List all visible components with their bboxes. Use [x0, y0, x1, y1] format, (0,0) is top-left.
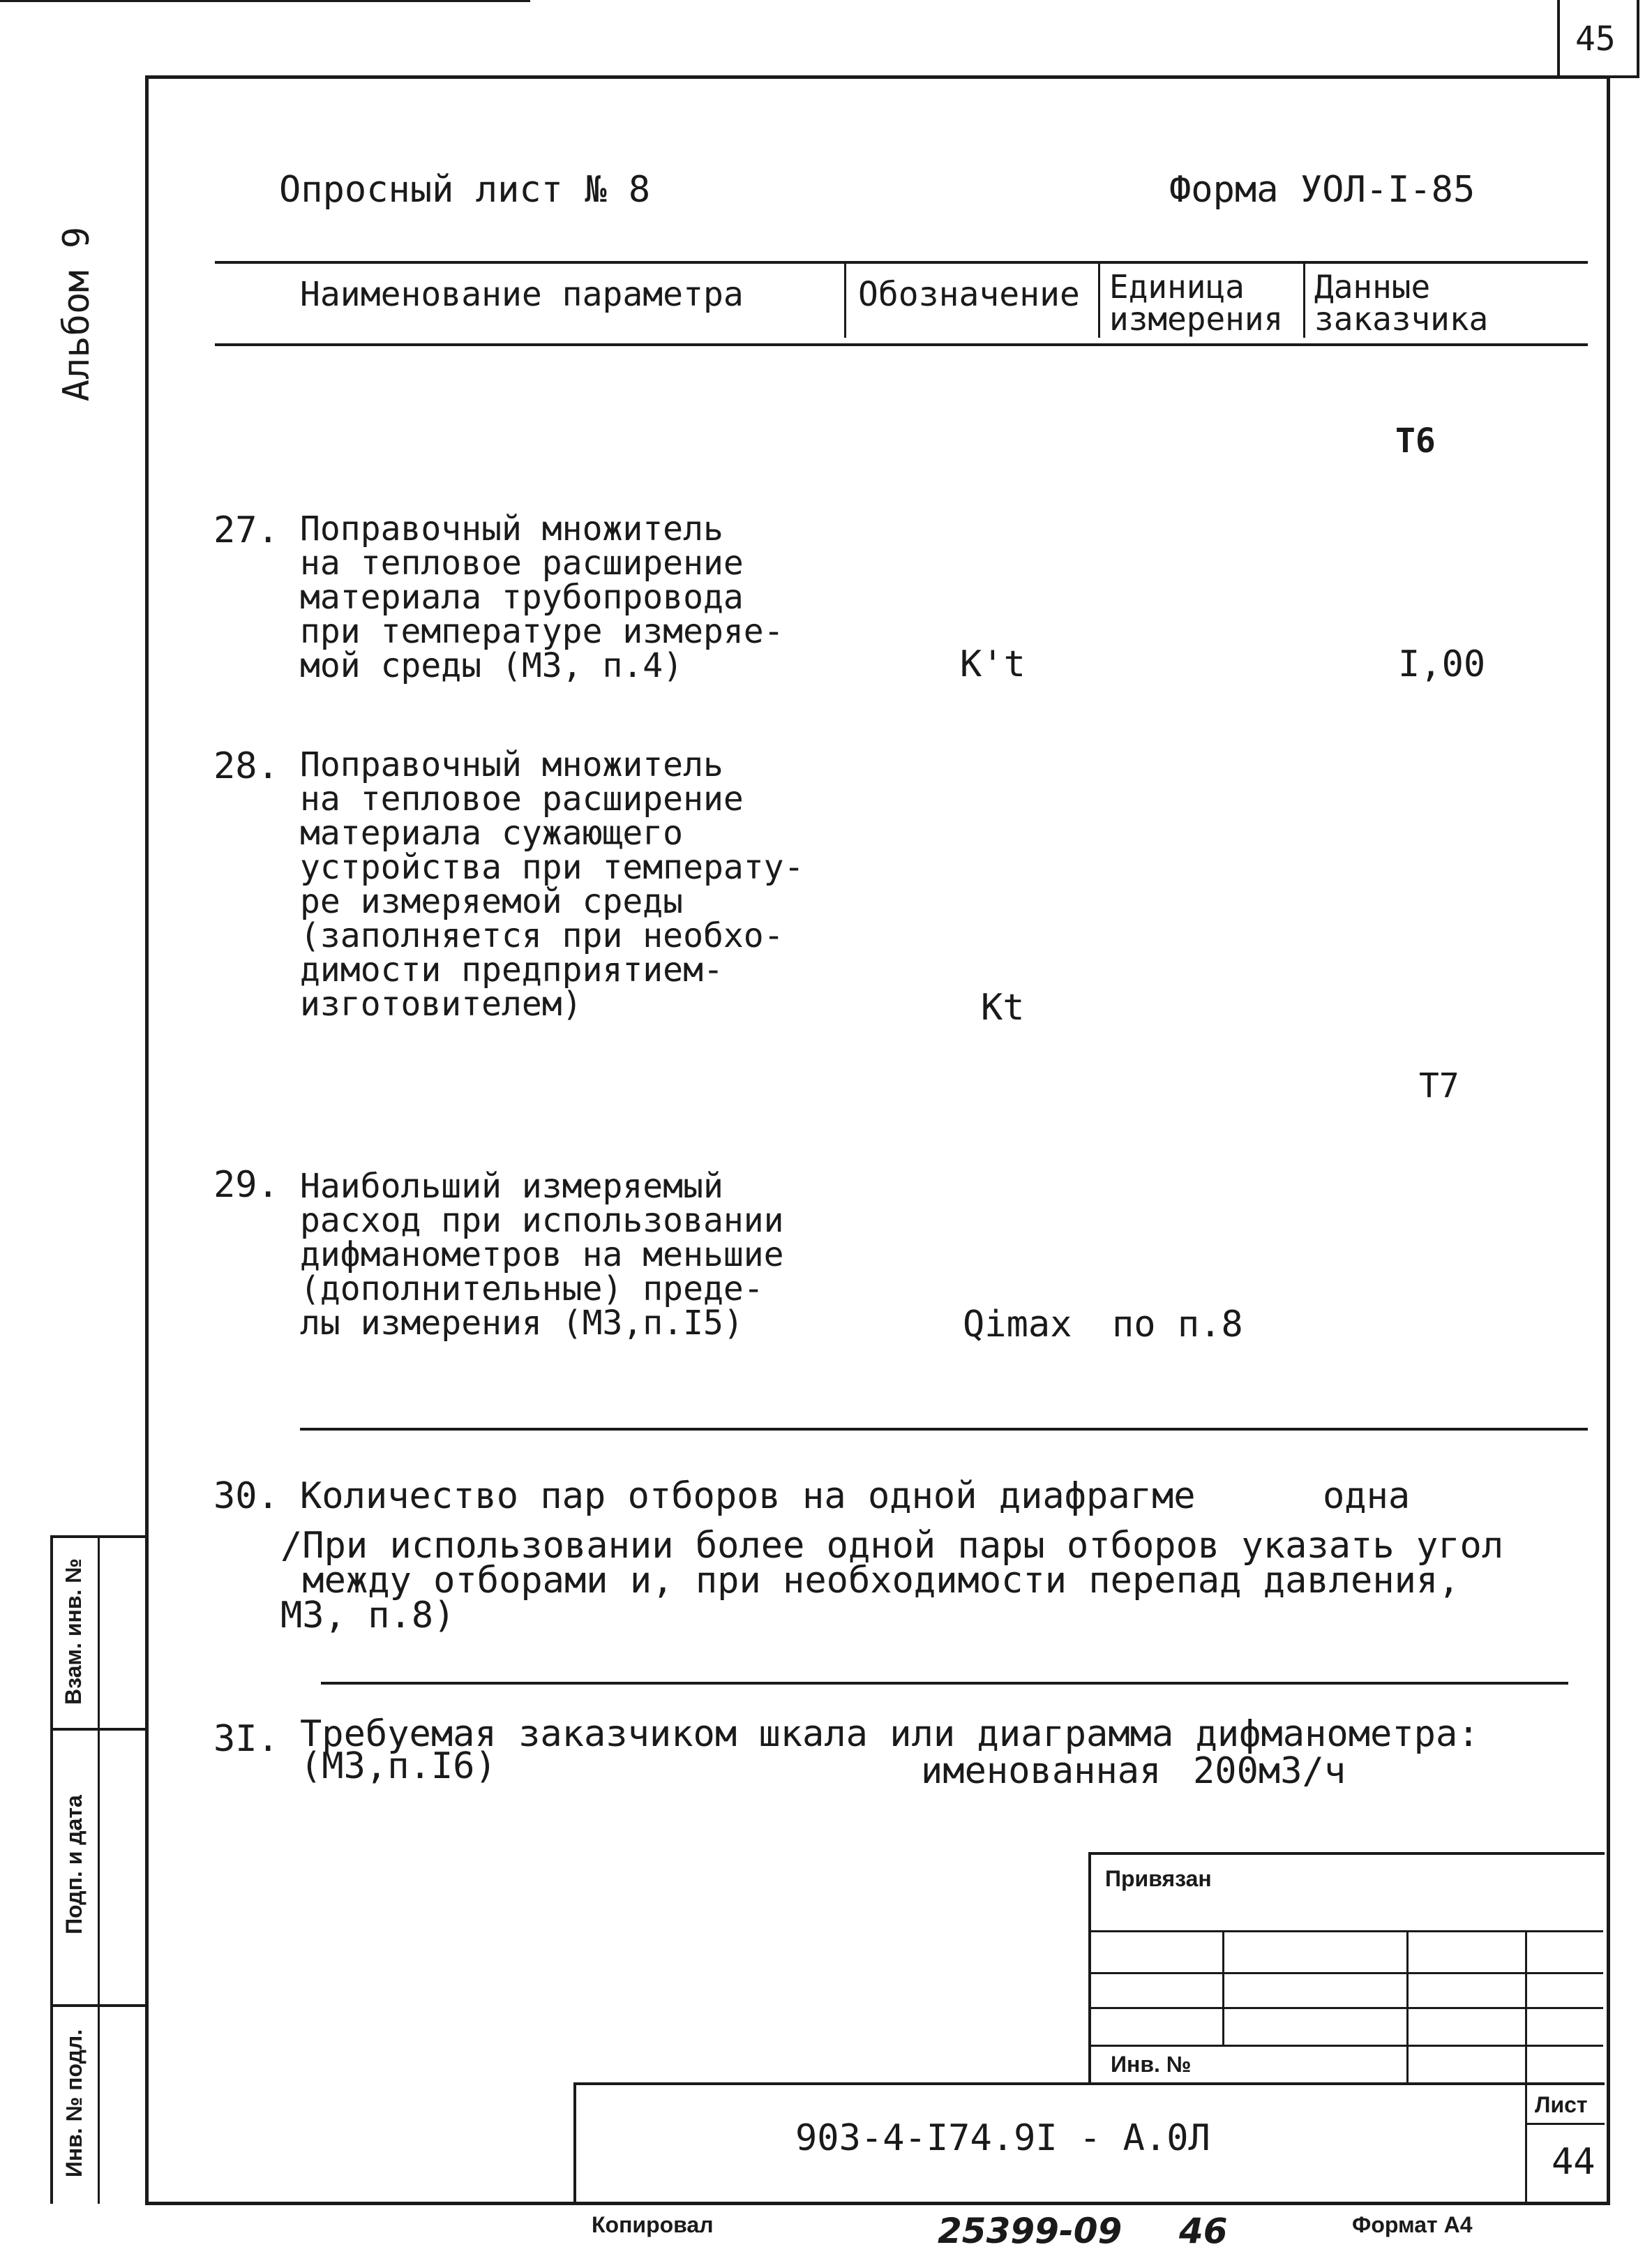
format-label: Формат А4	[1352, 2212, 1473, 2237]
inv-podl-label: Инв. № подл.	[61, 2029, 87, 2178]
item-27-symbol: К't	[960, 643, 1026, 685]
sheet-label: Лист	[1535, 2092, 1588, 2117]
col-header-symbol: Обозначение	[858, 275, 1080, 314]
item-29-value: по п.8	[1112, 1304, 1243, 1345]
item-29-symbol: Qimax	[963, 1304, 1072, 1345]
item-30-note: /При использовании более одной пары отборов указать угол между отборами и, при необходимости перепад давления, МЗ, п.8)	[280, 1525, 1504, 1636]
album-label: Альбом 9	[56, 226, 98, 402]
stamp-col-3	[1525, 1932, 1527, 2082]
privyazan-label: Привязан	[1105, 1866, 1212, 1891]
item-31-value-label: именованная	[921, 1750, 1162, 1792]
item-28-number: 28.	[213, 745, 279, 787]
item-27-value: I,00	[1398, 643, 1486, 685]
rule-before-item-31	[321, 1682, 1568, 1685]
marker-t6: Т6	[1395, 421, 1436, 461]
sheet-row-divider	[1525, 2123, 1605, 2125]
sheet-col-divider	[1525, 2082, 1527, 2204]
item-31-number: 3I.	[213, 1718, 279, 1760]
header-divider-3	[1303, 262, 1305, 338]
col-header-customer: Данные заказчика	[1314, 268, 1489, 338]
order-number: 25399-09	[938, 2211, 1122, 2251]
item-27-text: Поправочный множитель на тепловое расширение материала трубопровода при температуре измеряе- мой среды (МЗ, п.4)	[300, 509, 784, 685]
item-30-number: 30.	[213, 1475, 279, 1517]
rule-before-item-30	[300, 1428, 1588, 1431]
item-28-text: Поправочный множитель на тепловое расширение материала сужающего устройства при температу- ре измеряемой среды (заполняется при необхо- димости предприятием- изготовителем)	[300, 745, 804, 1024]
item-28-symbol: Кt	[981, 987, 1025, 1029]
form-title: Опросный лист № 8	[279, 169, 651, 211]
header-divider-1	[844, 262, 846, 338]
col-header-name: Наименование параметра	[300, 275, 744, 314]
item-31-value: 200м3/ч	[1193, 1750, 1346, 1792]
item-31-text: Требуемая заказчиком шкала или диаграмма дифманометра: (МЗ,п.I6)	[300, 1713, 1480, 1787]
stamp-col-2	[1406, 1932, 1409, 2082]
left-strip-inner	[98, 1535, 100, 2204]
kopiroval-label: Копировал	[592, 2212, 714, 2237]
item-29-number: 29.	[213, 1164, 279, 1206]
header-top-rule	[215, 261, 1588, 264]
page-number-box	[1557, 0, 1639, 78]
podp-data-label: Подп. и дата	[61, 1795, 87, 1934]
stamp-col-1	[1222, 1932, 1224, 2045]
sheet-number: 44	[1552, 2141, 1595, 2183]
vzam-inv-label: Взам. инв. №	[61, 1558, 86, 1705]
doc-code: 903-4-I74.9I - А.0Л	[795, 2117, 1210, 2159]
marker-t7: Т7	[1419, 1066, 1459, 1105]
item-29-text: Наибольший измеряемый расход при использовании дифманометров на меньшие (дополнительные) преде- лы измерения (МЗ,п.I5)	[300, 1167, 784, 1343]
item-30-text: Количество пар отборов на одной диафрагме	[300, 1475, 1196, 1517]
inv-no-label: Инв. №	[1111, 2052, 1192, 2077]
form-code: Форма УОЛ-I-85	[1169, 169, 1475, 211]
left-strip-outer	[50, 1535, 53, 2204]
page-number: 45	[1575, 20, 1616, 59]
header-divider-2	[1098, 262, 1100, 338]
col-header-unit: Единица измерения	[1109, 268, 1284, 338]
header-bottom-rule	[215, 343, 1588, 346]
left-strip-div-1	[50, 1728, 147, 1731]
top-edge-rule	[0, 0, 530, 2]
copy-number: 46	[1179, 2211, 1228, 2251]
item-27-number: 27.	[213, 509, 279, 551]
item-30-value: одна	[1323, 1475, 1411, 1517]
